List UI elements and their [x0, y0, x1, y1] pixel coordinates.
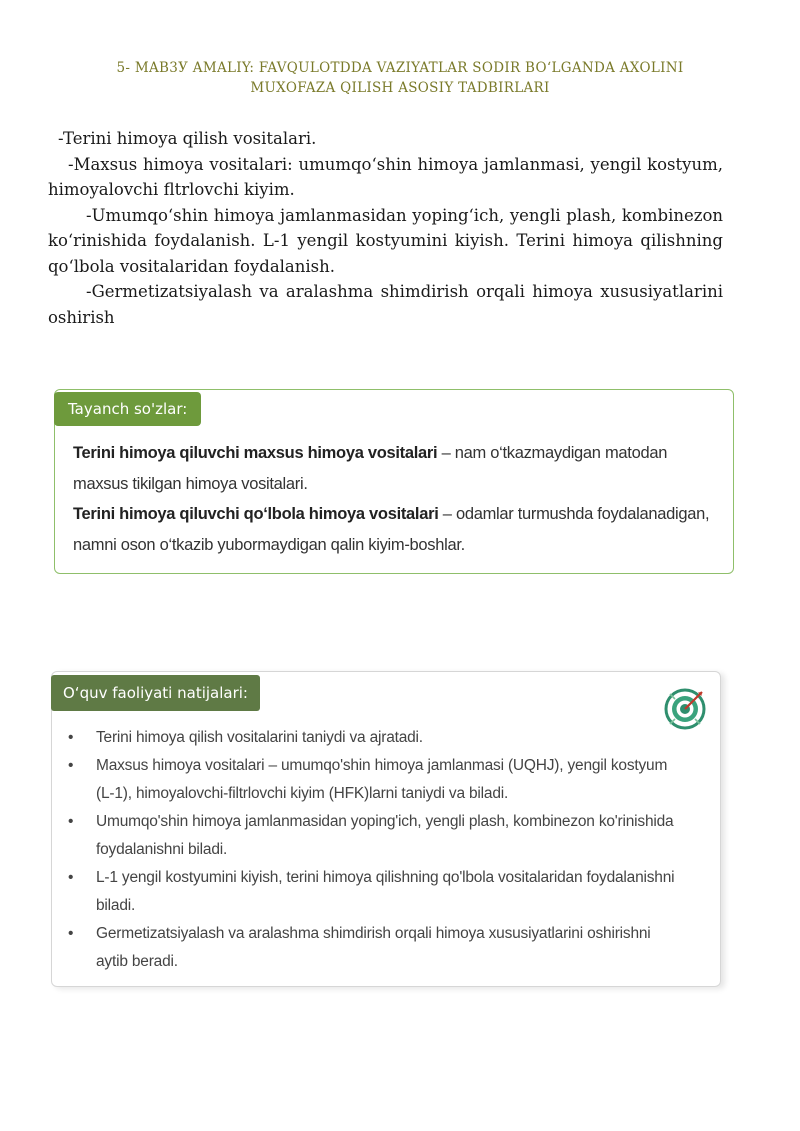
body-text [48, 126, 723, 330]
bullet: • [68, 869, 74, 886]
list-item-text: Umumqo'shin himoya jamlanmasidan yoping'ich, yengli plash, kombinezon ko'rinishida foydalanishni biladi. [96, 813, 674, 858]
keyword-definition: – odamlar turmushda foydalanadigan, namni oson o‘tkazib yubormaydigan qalin kiyim-boshlar. [73, 505, 710, 554]
outcomes-box [51, 671, 721, 987]
bullet: • [68, 757, 74, 774]
keyword-term: Terini himoya qiluvchi qo‘lbola himoya vositalari [73, 505, 439, 523]
outcomes-title: O‘quv faoliyati natijalari: [51, 675, 260, 711]
bullet: • [68, 925, 74, 942]
list-item [68, 808, 678, 864]
list-item-text: Terini himoya qilish vositalarini taniydi va ajratadi. [96, 729, 423, 746]
bullet: • [68, 729, 74, 746]
keyword-item [73, 438, 713, 499]
keywords-title: Tayanch so'zlar: [54, 392, 201, 426]
outcomes-list [68, 724, 678, 976]
list-item [68, 864, 678, 920]
page-header [60, 58, 740, 98]
header-line-2: MUXOFAZA QILISH ASOSIY TADBIRLARI [250, 80, 550, 96]
list-item-text: L-1 yengil kostyumini kiyish, terini himoya qilishning qo'lbola vositalaridan foydalanishni biladi. [96, 869, 675, 914]
list-item [68, 752, 678, 808]
bullet: • [68, 813, 74, 830]
paragraph-3: -Umumqoʻshin himoya jamlanmasidan yopingʻich, yengli plash, kombinezon koʻrinishida foydalanish. L-1 yengil kostyumini kiyish. Terini himoya qilishning qoʻlbola vositalaridan foydalanish. [48, 205, 723, 276]
paragraph-1: -Terini himoya qilish vositalari. [58, 129, 317, 148]
keywords-box [54, 389, 734, 574]
keyword-term: Terini himoya qiluvchi maxsus himoya vositalari [73, 444, 438, 462]
keywords-content [73, 438, 713, 560]
keyword-definition: – nam o‘tkazmaydigan matodan maxsus tikilgan himoya vositalari. [73, 444, 668, 493]
keyword-item [73, 499, 713, 560]
list-item-text: Maxsus himoya vositalari – umumqo'shin himoya jamlanmasi (UQHJ), yengil kostyum (L-1), himoyalovchi-filtrlovchi kiyim (HFK)larni taniydi va biladi. [96, 757, 668, 802]
header-line-1: 5- MAB3У AMALIY: FAVQULOTDDA VAZIYATLAR SODIR BOʻLGANDA AXOLINI [116, 60, 684, 76]
list-item-text: Germetizatsiyalash va aralashma shimdirish orqali himoya xususiyatlarini oshirishni aytib beradi. [96, 925, 651, 970]
list-item [68, 920, 678, 976]
paragraph-2: -Maxsus himoya vositalari: umumqoʻshin himoya jamlanmasi, yengil kostyum, himoyalovchi fltrlovchi kiyim. [48, 154, 723, 199]
paragraph-4: -Germetizatsiyalash va aralashma shimdirish orqali himoya xususiyatlarini oshirish [48, 282, 723, 327]
list-item [68, 724, 678, 752]
